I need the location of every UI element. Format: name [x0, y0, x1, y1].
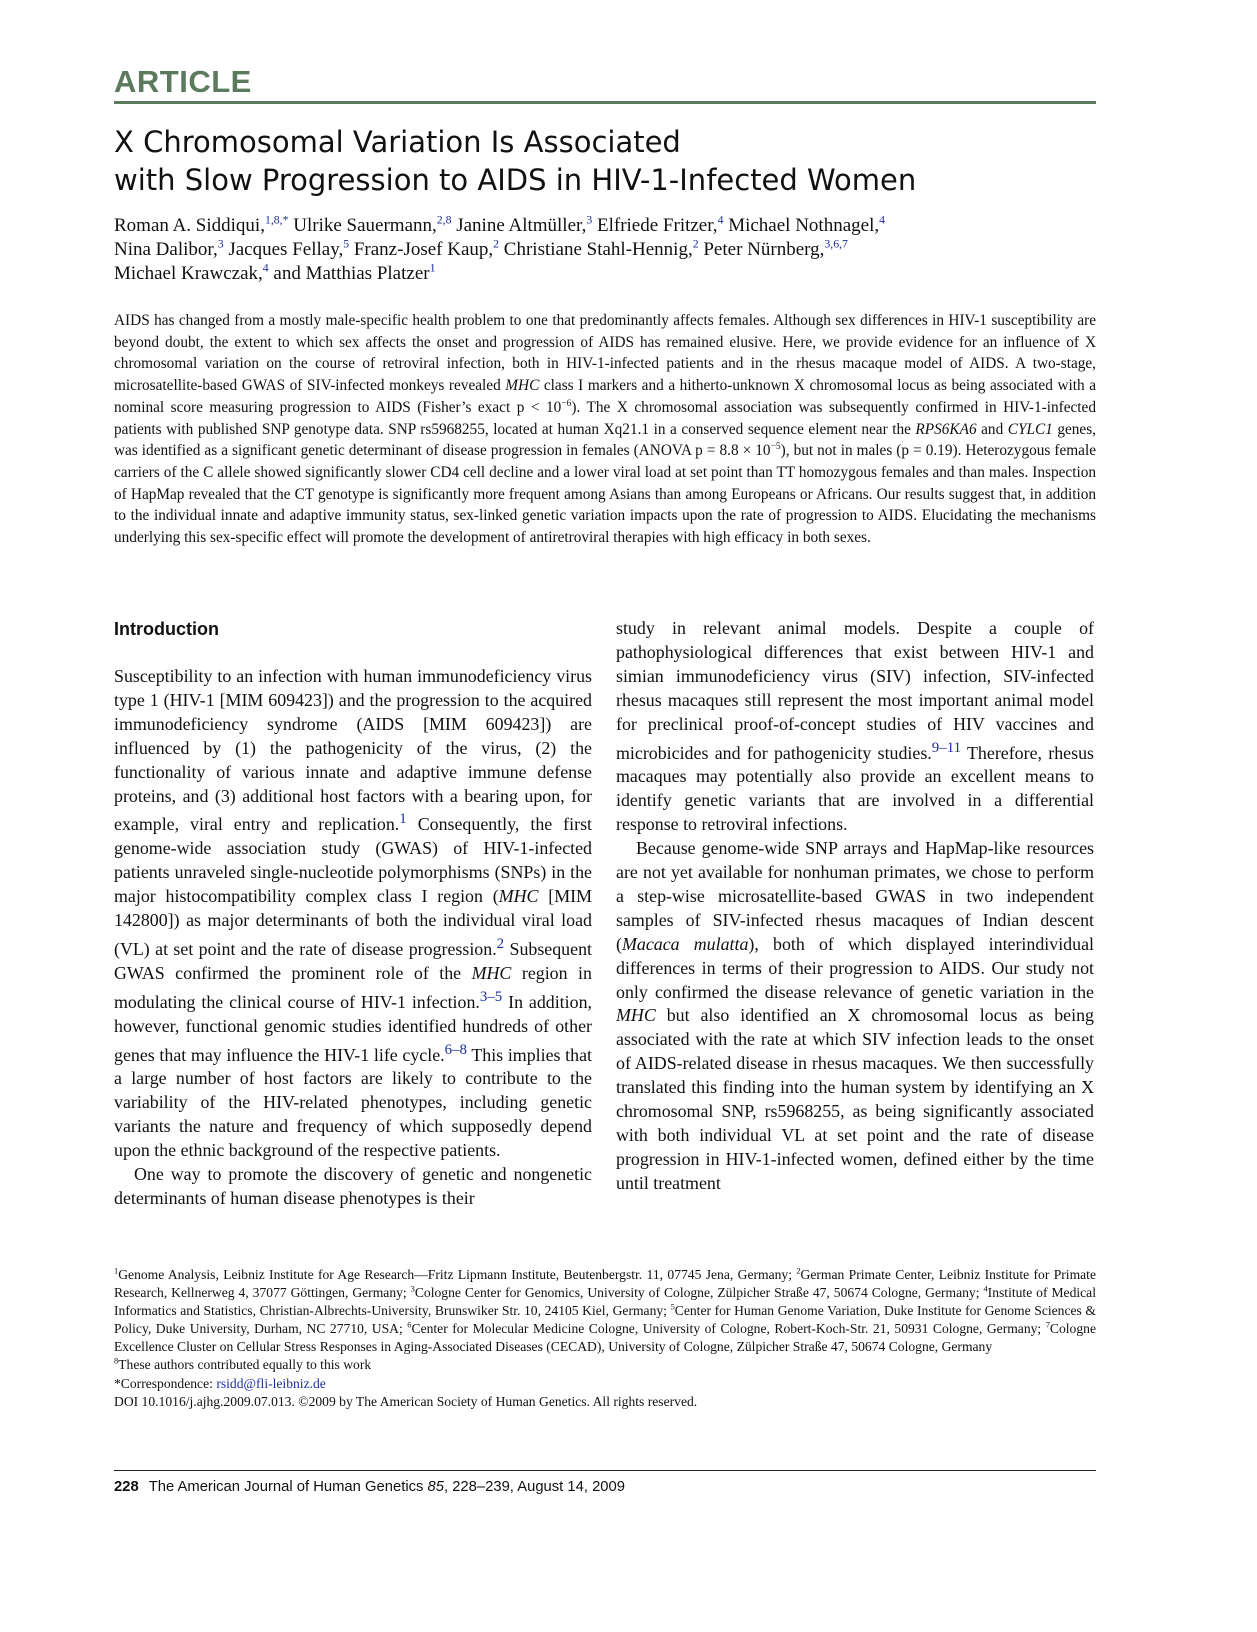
author-affiliation-ref[interactable]: 2 — [493, 237, 500, 251]
text-run: [MIM 142800]) as major determinants of both the individual viral load (VL) at set point and the rate of disease progression. — [114, 886, 592, 959]
affiliation-footnotes — [114, 1266, 1096, 1411]
citation-ref[interactable]: 9–11 — [931, 739, 962, 756]
right-column — [616, 617, 1094, 1196]
text-run: *Correspondence: — [114, 1375, 217, 1391]
page-footer — [114, 1479, 625, 1495]
text-run: Consequently, the first genome-wide association study (GWAS) of HIV-1-infected patients unraveled single-nucleotide polymorphisms (SNPs) in the major histocompatibility complex class I region ( — [114, 814, 593, 907]
body-paragraph — [114, 665, 592, 1163]
text-run: Center for Human Genome Variation, Duke Institute for Genome Sciences & Policy, Duke University, Durham, NC 27710, USA; — [114, 1303, 1097, 1337]
author-name: Michael Krawczak, — [114, 263, 263, 284]
author-name: Janine Altmüller, — [451, 215, 587, 236]
footnote — [114, 1375, 1096, 1393]
superscript: 4 — [983, 1283, 988, 1294]
author-name: Peter Nürnberg, — [698, 239, 825, 260]
journal-volume: 85 — [427, 1479, 444, 1495]
text-run: Cologne Center for Genomics, University of Cologne, Zülpicher Straße 47, 50674 Cologne, Germany; — [414, 1285, 984, 1301]
italic-term: MHC — [505, 377, 540, 395]
text-run: ). The X chromosomal association was subsequently confirmed in HIV-1-infected patients with published SNP genotype data. SNP rs5968255, located at human Xq21.1 in a conserved sequence element near the — [114, 398, 1096, 438]
introduction-heading: Introduction — [114, 619, 219, 639]
author-affiliation-ref[interactable]: 4 — [717, 213, 724, 227]
author-affiliation-ref[interactable]: 4 — [262, 261, 269, 275]
author-affiliation-ref[interactable]: 2 — [692, 237, 699, 251]
author-affiliation-ref[interactable]: 2,8 — [436, 213, 452, 227]
text-run: and — [976, 420, 1008, 438]
text-run: German Primate Center, Leibniz Institute for Primate Research, Kellnerweg 4, 37077 Göttingen, Germany; — [114, 1267, 1096, 1301]
author-name: Christiane Stahl-Hennig, — [499, 239, 693, 260]
text-run: DOI 10.1016/j.ajhg.2009.07.013. ©2009 by The American Society of Human Genetics. All rights reserved. — [114, 1393, 698, 1409]
text-run: Genome Analysis, Leibniz Institute for Age Research—Fritz Lipmann Institute, Beutenbergstr. 11, 07745 Jena, Germany; — [118, 1267, 797, 1282]
section-label: ARTICLE — [114, 64, 252, 99]
text-run: Cologne Excellence Cluster on Cellular Stress Responses in Aging-Associated Diseases (CECAD), University of Cologne, Zülpicher Straße 47, 50674 Cologne, Germany — [114, 1321, 1096, 1355]
text-run: but also identified an X chromosomal locus as being associated with the rate at which SIV infection leads to the onset of AIDS-related disease in rhesus macaques. We then successfully translated this finding into the human system by identifying an X chromosomal SNP, rs5968255, as being significantly associated with both individual VL at set point and the rate of disease progression in HIV-1-infected women, defined either by the time until treatment — [616, 1005, 1094, 1193]
text-run: Subsequent GWAS confirmed the prominent role of the — [114, 938, 592, 983]
author-affiliation-ref[interactable]: 3,6,7 — [824, 237, 848, 251]
superscript: 6 — [407, 1319, 412, 1330]
author-name: Franz-Josef Kaup, — [349, 239, 494, 260]
journal-name: The American Journal of Human Genetics — [148, 1479, 428, 1495]
author-name: Roman A. Siddiqui, — [114, 215, 265, 236]
body-paragraph — [114, 1163, 592, 1211]
superscript: −5 — [770, 442, 781, 453]
text-run: In addition, however, functional genomic studies identified hundreds of other genes that may influence the HIV-1 life cycle. — [114, 991, 592, 1065]
superscript: 7 — [1045, 1319, 1050, 1330]
italic-term: CYLC1 — [1007, 420, 1053, 438]
author-name: and Matthias Platzer — [268, 263, 430, 284]
text-run: Susceptibility to an infection with human immunodeficiency virus type 1 (HIV-1 [MIM 609423]) and the progression to the acquired immunodeficiency syndrome (AIDS [MIM 609423]) are influenced by (1) the pathogenicity of the virus, (2) the functionality of various innate and adaptive immune defense proteins, and (3) additional host factors with a bearing upon, for example, viral entry and replication. — [114, 666, 592, 835]
author-affiliation-ref[interactable]: 3 — [217, 237, 224, 251]
superscript: 8 — [114, 1355, 119, 1366]
email-link[interactable]: rsidd@fli-leibniz.de — [216, 1375, 326, 1391]
italic-term: RPS6KA6 — [915, 420, 977, 438]
author-name: Michael Nothnagel, — [723, 215, 880, 236]
footnote — [114, 1393, 1096, 1411]
text-run: Center for Molecular Medicine Cologne, University of Cologne, Robert-Koch-Str. 21, 50931 Cologne, Germany; — [411, 1321, 1046, 1337]
text-run: This implies that a large number of host factors are likely to contribute to the variability of the HIV-related phenotypes, including genetic variants the nature and frequency of which supposedly depend upon the ethnic background of the respective patients. — [114, 1044, 592, 1161]
text-run: class I markers and a hitherto-unknown X chromosomal locus as being associated with a nominal score measuring progression to AIDS (Fisher’s exact p < 10 — [114, 377, 1096, 416]
page-number: 228 — [114, 1479, 139, 1495]
text-run: These authors contributed equally to this work — [118, 1357, 372, 1373]
left-column — [114, 665, 592, 1211]
author-affiliation-ref[interactable]: 1,8,* — [264, 213, 289, 227]
body-paragraph — [616, 837, 1094, 1196]
citation-ref[interactable]: 6–8 — [444, 1041, 467, 1058]
text-run: Because genome-wide SNP arrays and HapMap-like resources are not yet available for nonhuman primates, we chose to perform a step-wise microsatellite-based GWAS in two independent samples of SIV-infected rhesus macaques of Indian descent ( — [616, 838, 1094, 954]
text-run: ), but not in males (p = 0.19). Heterozygous female carriers of the C allele showed significantly slower CD4 cell decline and a lower viral load at set point than TT homozygous females and than males. Inspection of HapMap revealed that the CT genotype is significantly more frequent among Asians than among Europeans or Africans. Our results suggest that, in addition to the individual innate and adaptive immunity status, sex-linked genetic variation impacts upon the rate of progression to AIDS. Elucidating the mechanisms underlying this sex-specific effect will promote the development of antiretroviral therapies with high efficacy in both sexes. — [114, 442, 1096, 547]
text-run: Institute of Medical Informatics and Statistics, Christian-Albrechts-University, Brunswiker Str. 10, 24105 Kiel, Germany; — [114, 1285, 1096, 1319]
italic-term: Macaca mulatta — [621, 933, 749, 954]
citation-ref[interactable]: 2 — [496, 935, 505, 952]
footnote — [114, 1266, 1096, 1356]
journal-pages-date: , 228–239, August 14, 2009 — [443, 1479, 625, 1495]
body-paragraph — [616, 617, 1094, 837]
italic-term: MHC — [616, 1005, 656, 1026]
author-affiliation-ref[interactable]: 1 — [429, 261, 436, 275]
text-run: study in relevant animal models. Despite a couple of pathophysiological differences that exist between HIV-1 and simian immunodeficiency virus (SIV) infection, SIV-infected rhesus macaques still represent the most important animal model for preclinical proof-of-concept studies of HIV vaccines and microbicides and for pathogenicity studies. — [616, 618, 1094, 763]
footnote — [114, 1356, 1096, 1374]
text-run: One way to promote the discovery of genetic and nongenetic determinants of human disease phenotypes is their — [114, 1164, 592, 1208]
citation-ref[interactable]: 1 — [399, 811, 407, 828]
italic-term: MHC — [498, 886, 539, 907]
italic-term: MHC — [471, 962, 512, 983]
author-name: Jacques Fellay, — [223, 239, 344, 260]
text-run: genes, was identified as a significant genetic determinant of disease progression in females (ANOVA p = 8.8 × 10 — [114, 420, 1097, 460]
abstract — [114, 310, 1096, 549]
author-list — [114, 214, 1096, 286]
title-line-2: with Slow Progression to AIDS in HIV-1-Infected Women — [114, 163, 917, 197]
superscript: −6 — [561, 398, 572, 409]
superscript: 2 — [796, 1265, 801, 1276]
footer-rule — [114, 1470, 1096, 1471]
superscript: 3 — [410, 1283, 415, 1294]
text-run: ), both of which displayed interindividual differences in terms of their progression to AIDS. Our study not only confirmed the disease relevance of genetic variation in the — [616, 933, 1094, 1002]
citation-ref[interactable]: 3–5 — [479, 988, 503, 1005]
article-title — [114, 123, 1096, 199]
author-affiliation-ref[interactable]: 4 — [879, 213, 885, 227]
author-name: Elfriede Fritzer, — [592, 215, 718, 236]
text-run: Therefore, rhesus macaques may potentially also provide an excellent means to identify genetic variants that are involved in a differential response to retroviral infections. — [616, 742, 1094, 835]
title-line-1: X Chromosomal Variation Is Associated — [114, 125, 681, 159]
author-name: Nina Dalibor, — [114, 239, 218, 260]
text-run: region in modulating the clinical course of HIV-1 infection. — [114, 962, 592, 1012]
author-affiliation-ref[interactable]: 3 — [586, 213, 593, 227]
text-run: AIDS has changed from a mostly male-specific health problem to one that predominantly affects females. Although sex differences in HIV-1 susceptibility are beyond doubt, the extent to which sex affects the onset and progression of AIDS has remained elusive. Here, we provide evidence for an influence of X chromosomal variation on the course of retroviral infection, both in HIV-1-infected patients and in the rhesus macaque model of AIDS. A two-stage, microsatellite-based GWAS of SIV-infected monkeys revealed — [114, 312, 1096, 395]
author-affiliation-ref[interactable]: 5 — [343, 237, 350, 251]
author-name: Ulrike Sauermann, — [288, 215, 437, 236]
header-rule — [114, 101, 1096, 104]
superscript: 1 — [114, 1265, 119, 1276]
superscript: 5 — [670, 1301, 675, 1312]
